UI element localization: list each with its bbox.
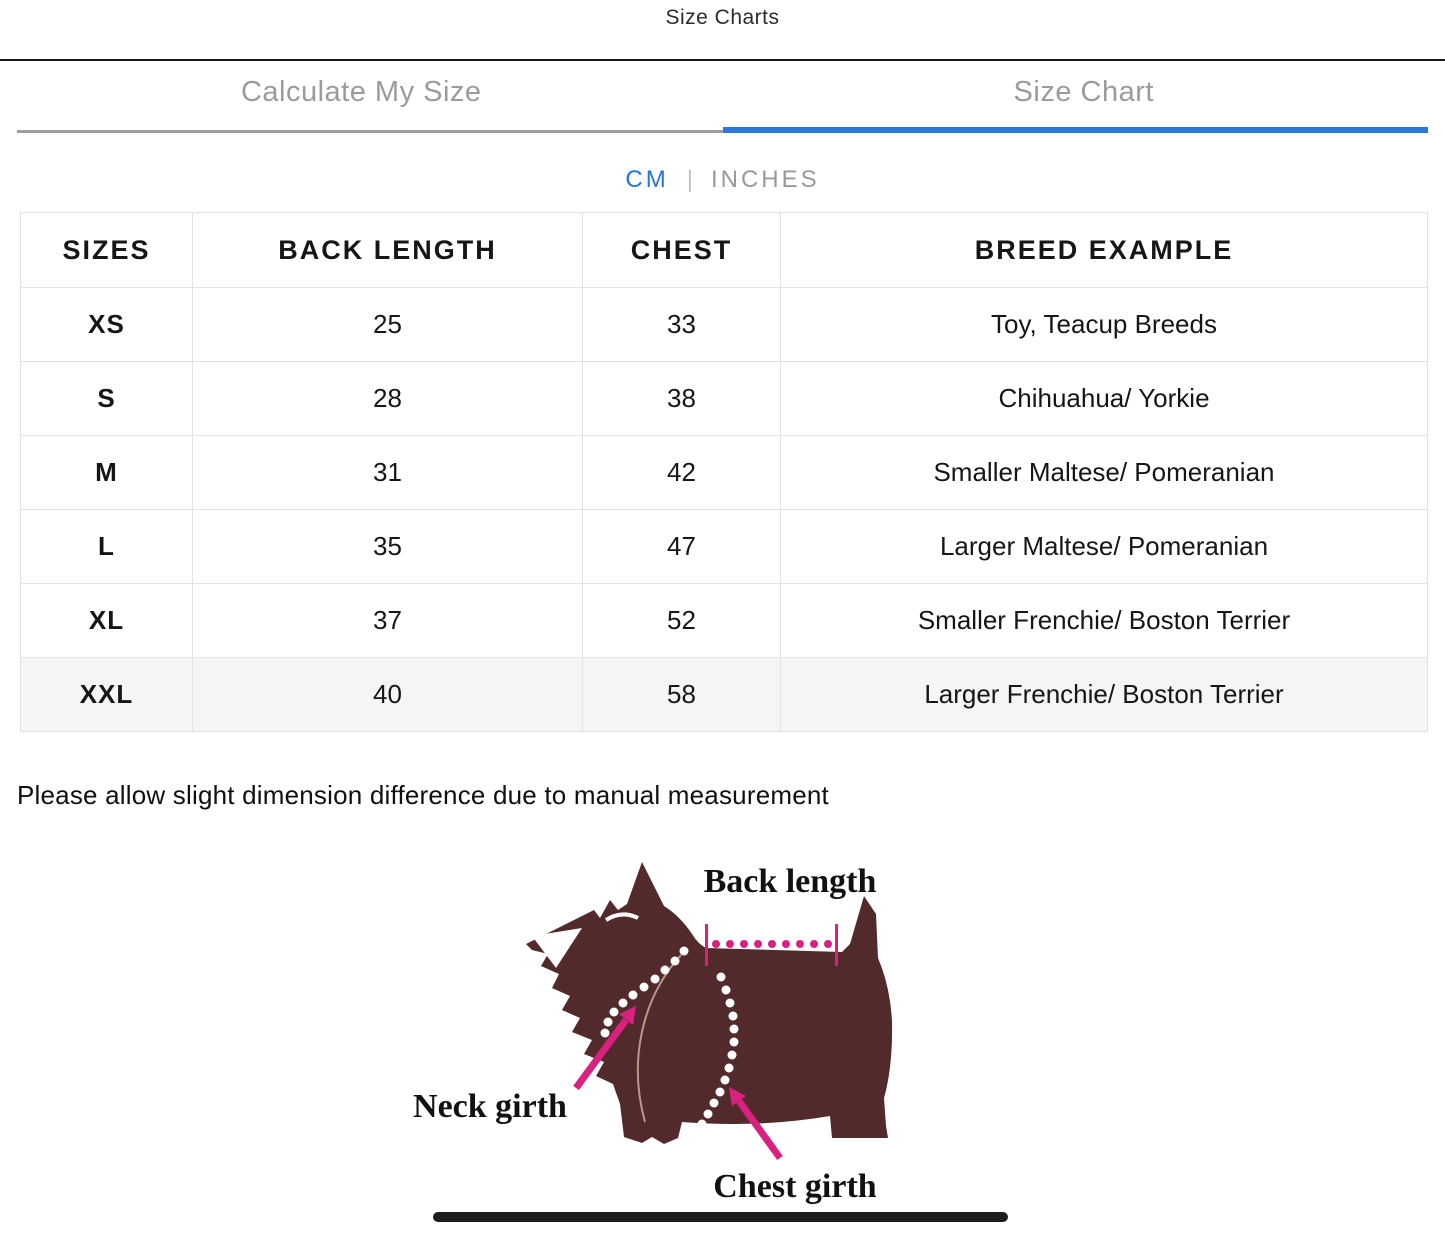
unit-toggle: [0, 166, 1445, 194]
cell-breed: Chihuahua/ Yorkie: [781, 362, 1428, 436]
table-row: [21, 584, 1428, 658]
cell-breed: Smaller Maltese/ Pomeranian: [781, 436, 1428, 510]
unit-cm-button[interactable]: CM: [625, 166, 669, 193]
cell-size: XXL: [21, 658, 193, 732]
column-header: CHEST: [583, 213, 781, 288]
unit-separator: |: [686, 166, 693, 193]
cell-chest: 58: [583, 658, 781, 732]
cell-back_length: 40: [193, 658, 583, 732]
cell-breed: Larger Frenchie/ Boston Terrier: [781, 658, 1428, 732]
size-table: [20, 212, 1428, 732]
cell-chest: 42: [583, 436, 781, 510]
column-header: BREED EXAMPLE: [781, 213, 1428, 288]
back-length-label: Back length: [703, 863, 877, 900]
tab-underline-inactive: [17, 130, 723, 133]
cell-chest: 52: [583, 584, 781, 658]
dog-measurement-diagram: [380, 856, 1020, 1208]
column-header: SIZES: [21, 213, 193, 288]
cell-breed: Toy, Teacup Breeds: [781, 288, 1428, 362]
chest-girth-label: Chest girth: [713, 1168, 877, 1205]
tab-calculate-my-size-label: Calculate My Size: [240, 75, 482, 108]
cell-breed: Larger Maltese/ Pomeranian: [781, 510, 1428, 584]
cell-back_length: 31: [193, 436, 583, 510]
tab-size-chart-label: Size Chart: [1013, 75, 1154, 108]
cell-chest: 47: [583, 510, 781, 584]
cell-breed: Smaller Frenchie/ Boston Terrier: [781, 584, 1428, 658]
tab-underline-active: [723, 127, 1429, 133]
dog-silhouette: [526, 862, 892, 1144]
cell-size: S: [21, 362, 193, 436]
page-title: Size Charts: [665, 6, 780, 29]
cell-chest: 38: [583, 362, 781, 436]
cell-back_length: 25: [193, 288, 583, 362]
cell-back_length: 37: [193, 584, 583, 658]
column-header: BACK LENGTH: [193, 213, 583, 288]
tab-calculate-my-size[interactable]: [0, 61, 723, 133]
carousel-scrollbar-thumb[interactable]: [433, 1212, 1008, 1222]
size-table-header-row: [21, 213, 1428, 288]
cell-size: M: [21, 436, 193, 510]
table-row: [21, 658, 1428, 732]
table-row: [21, 510, 1428, 584]
cell-size: XS: [21, 288, 193, 362]
cell-size: L: [21, 510, 193, 584]
table-row: [21, 288, 1428, 362]
cell-size: XL: [21, 584, 193, 658]
table-row: [21, 362, 1428, 436]
cell-chest: 33: [583, 288, 781, 362]
cell-back_length: 35: [193, 510, 583, 584]
unit-inches-button[interactable]: INCHES: [710, 166, 820, 193]
neck-girth-label: Neck girth: [413, 1088, 567, 1125]
table-row: [21, 436, 1428, 510]
measurement-note: Please allow slight dimension difference due to manual measurement: [17, 780, 829, 810]
tab-bar: [0, 61, 1445, 133]
cell-back_length: 28: [193, 362, 583, 436]
tab-size-chart[interactable]: [723, 61, 1445, 133]
